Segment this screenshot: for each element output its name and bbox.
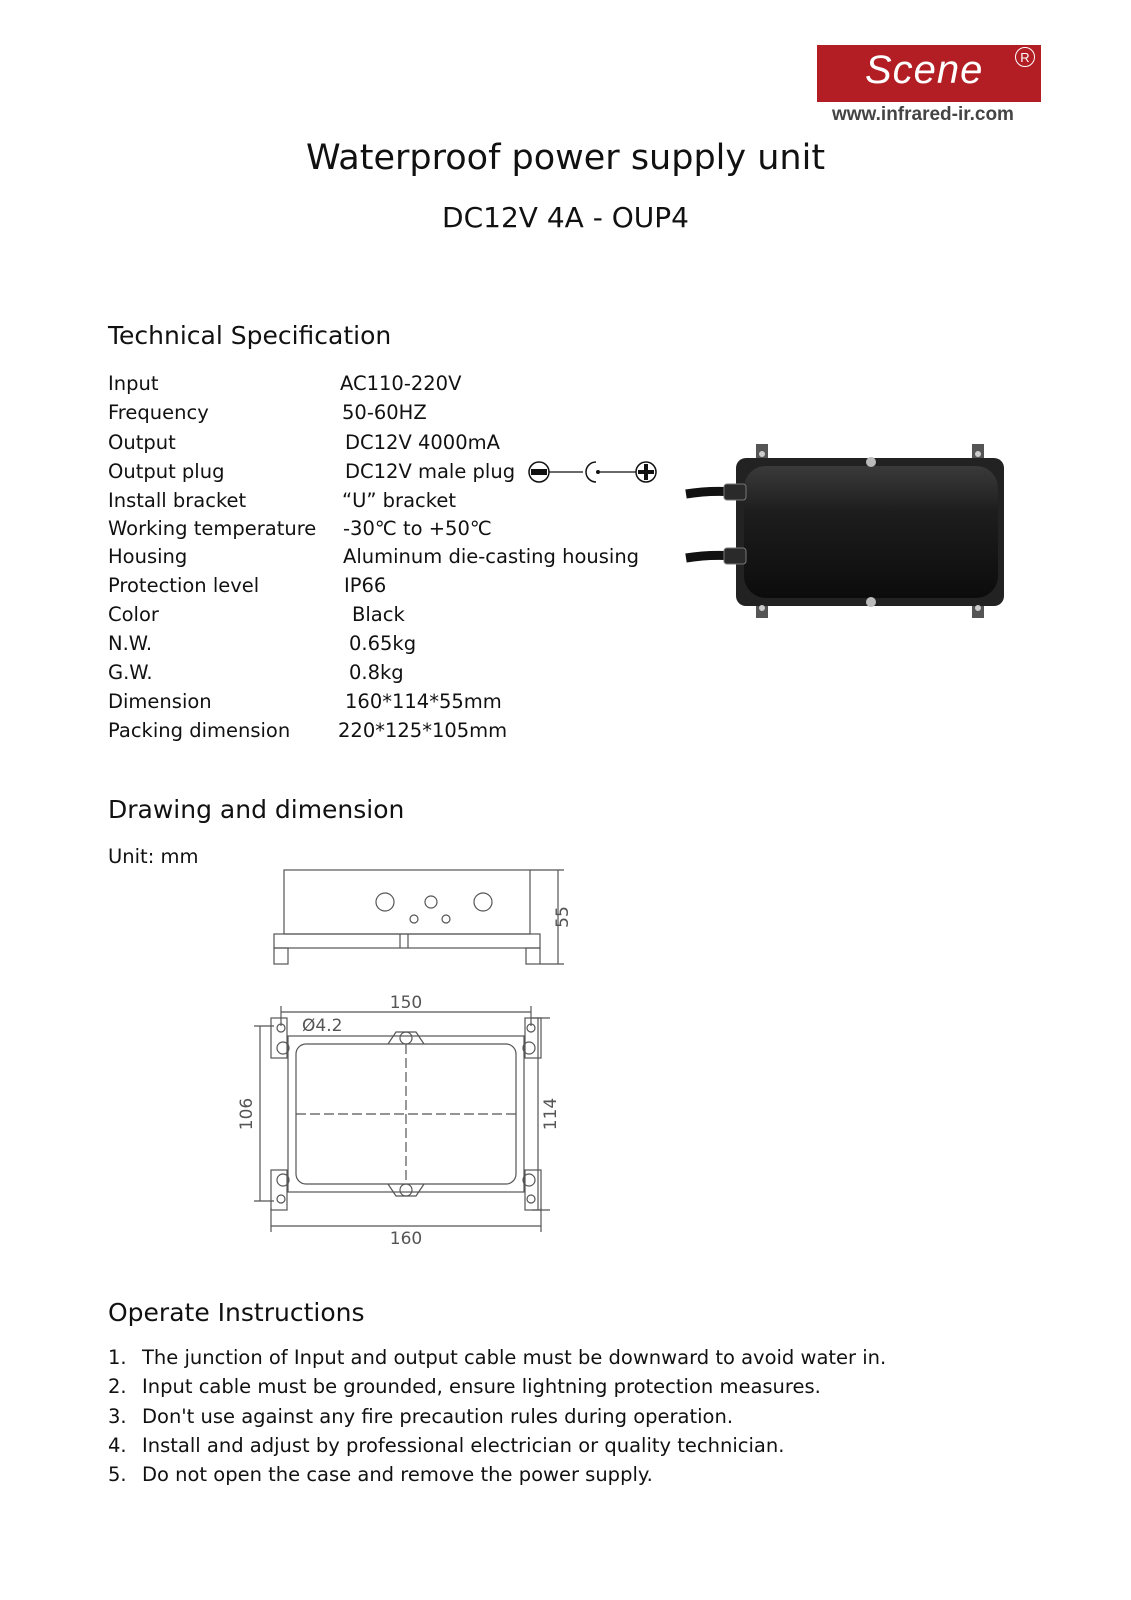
spec-label: Frequency	[108, 401, 209, 424]
spec-value: 0.8kg	[349, 661, 404, 684]
spec-value: DC12V 4000mA	[345, 431, 500, 454]
instruction-text: The junction of Input and output cable must be downward to avoid water in.	[142, 1346, 887, 1369]
instruction-item	[108, 1375, 821, 1398]
dim-outer-height-label: 114	[541, 1097, 561, 1131]
side-view-drawing	[268, 864, 578, 974]
website-url[interactable]: www.infrared-ir.com	[832, 104, 1014, 125]
spec-label: Output plug	[108, 460, 225, 483]
instruction-item	[108, 1463, 653, 1486]
page-title: Waterproof power supply unit	[305, 138, 826, 178]
unit-label: Unit: mm	[108, 845, 199, 868]
spec-label: Install bracket	[108, 489, 247, 512]
spec-label: Working temperature	[108, 517, 317, 540]
brand-logo	[817, 45, 1041, 102]
drawing-heading: Drawing and dimension	[108, 795, 405, 824]
spec-label: N.W.	[108, 632, 153, 655]
registered-mark: R	[1015, 47, 1035, 67]
instruction-text: Don't use against any fire precaution rules during operation.	[142, 1405, 734, 1428]
product-photo	[686, 436, 1026, 626]
brand-logo-text: Scene	[865, 48, 984, 92]
tech-spec-heading: Technical Specification	[108, 321, 392, 350]
spec-value: Black	[352, 603, 405, 626]
spec-label: Output	[108, 431, 176, 454]
spec-label: Input	[108, 372, 159, 395]
spec-value: IP66	[344, 574, 387, 597]
instruction-item	[108, 1346, 886, 1369]
spec-value: “U” bracket	[342, 489, 456, 512]
spec-value: 220*125*105mm	[338, 719, 508, 742]
polarity-icon	[528, 457, 658, 487]
spec-value: Aluminum die-casting housing	[343, 545, 640, 568]
spec-label: Housing	[108, 545, 188, 568]
spec-label: Protection level	[108, 574, 260, 597]
instructions-heading: Operate Instructions	[108, 1298, 365, 1327]
instruction-number: 1.	[108, 1346, 127, 1369]
spec-value: 160*114*55mm	[345, 690, 502, 713]
spec-label: Color	[108, 603, 159, 626]
dim-hole-spacing-label: 150	[389, 993, 423, 1013]
instruction-number: 2.	[108, 1375, 127, 1398]
instruction-number: 3.	[108, 1405, 127, 1428]
instruction-text: Install and adjust by professional electrician or quality technician.	[142, 1434, 785, 1457]
spec-label: Packing dimension	[108, 719, 291, 742]
spec-value: 50-60HZ	[342, 401, 427, 424]
dim-hole-diameter-label: Ø4.2	[302, 1016, 343, 1036]
dim-height-label: 55	[553, 906, 573, 928]
page-subtitle: DC12V 4A - OUP4	[442, 201, 689, 234]
instruction-item	[108, 1405, 733, 1428]
instruction-item	[108, 1434, 784, 1457]
dim-length-label: 160	[389, 1229, 423, 1249]
spec-label: G.W.	[108, 661, 153, 684]
instruction-text: Do not open the case and remove the power supply.	[142, 1463, 653, 1486]
spec-value: DC12V male plug	[345, 460, 516, 483]
top-view-drawing	[237, 993, 578, 1256]
dim-inner-height-label: 106	[237, 1097, 257, 1131]
instruction-number: 5.	[108, 1463, 127, 1486]
spec-value: 0.65kg	[349, 632, 417, 655]
spec-value: AC110-220V	[340, 372, 462, 395]
instruction-text: Input cable must be grounded, ensure lightning protection measures.	[142, 1375, 821, 1398]
spec-value: -30℃ to +50℃	[343, 517, 492, 540]
instruction-number: 4.	[108, 1434, 127, 1457]
spec-label: Dimension	[108, 690, 212, 713]
